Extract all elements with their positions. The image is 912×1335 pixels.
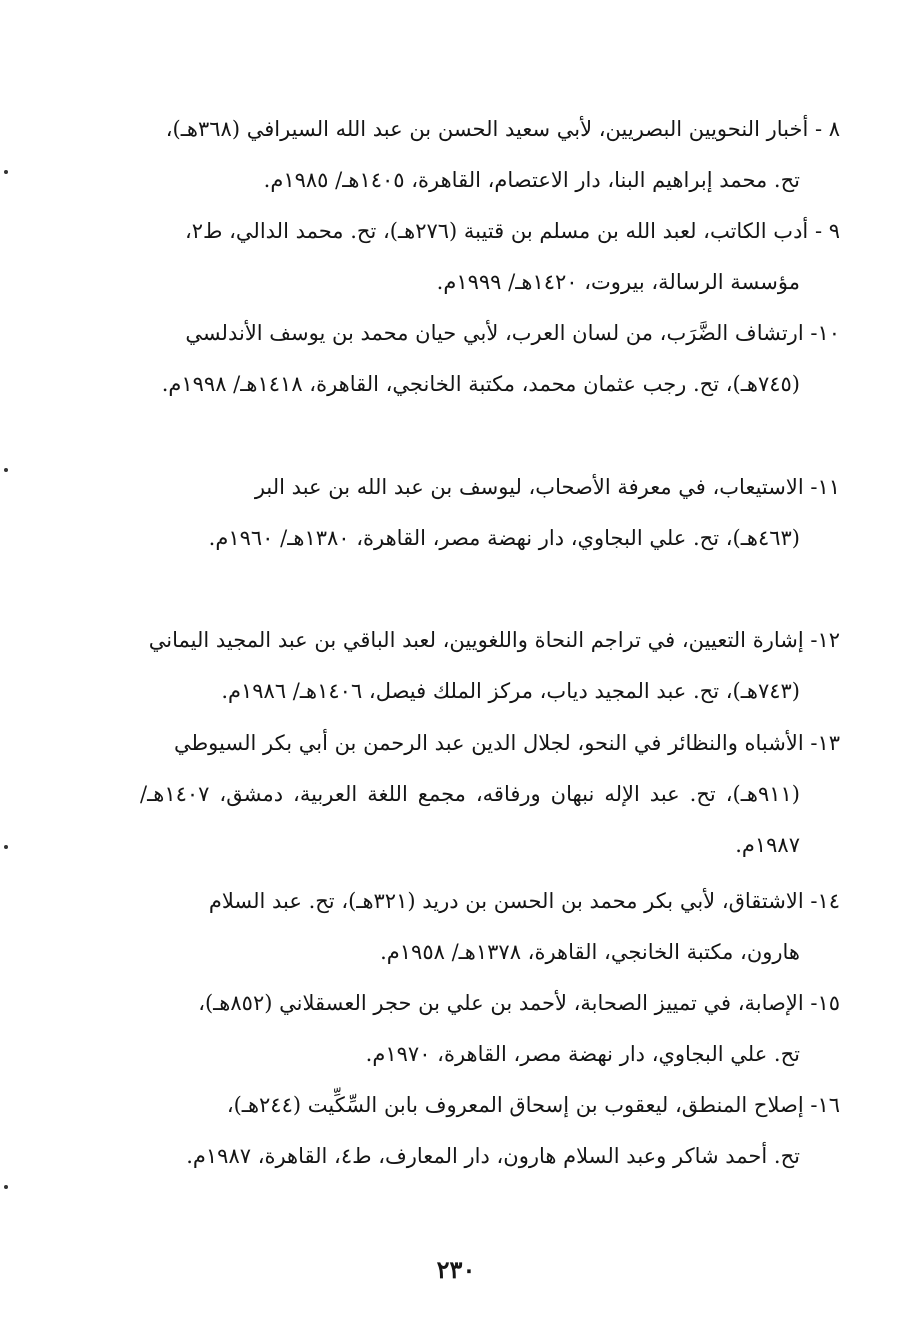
entry-first-line: ١٣- الأشباه والنظائر في النحو، لجلال الدين عبد الرحمن بن أبي بكر السيوطي xyxy=(173,731,840,755)
scan-speck xyxy=(4,845,8,849)
bibliography-entry-9 xyxy=(140,206,840,308)
bibliography-entry-10 xyxy=(140,308,840,410)
entry-continuation: (٧٤٥هـ)، تح. رجب عثمان محمد، مكتبة الخانجي، القاهرة، ١٤١٨هـ/ ١٩٩٨م. xyxy=(161,372,800,396)
scan-speck xyxy=(4,170,8,174)
bibliography-entry-15 xyxy=(140,978,840,1080)
entry-continuation: (٧٤٣هـ)، تح. عبد المجيد دياب، مركز الملك فيصل، ١٤٠٦هـ/ ١٩٨٦م. xyxy=(221,679,800,703)
entry-first-line: ١٦- إصلاح المنطق، ليعقوب بن إسحاق المعروف بابن السِّكِّيت (٢٤٤هـ)، xyxy=(226,1093,840,1117)
entry-first-line: ٩ - أدب الكاتب، لعبد الله بن مسلم بن قتيبة (٢٧٦هـ)، تح. محمد الدالي، ط٢، xyxy=(184,219,840,243)
entry-first-line: ١٤- الاشتقاق، لأبي بكر محمد بن الحسن بن دريد (٣٢١هـ)، تح. عبد السلام xyxy=(208,889,840,913)
entry-continuation: (٤٦٣هـ)، تح. علي البجاوي، دار نهضة مصر، القاهرة، ١٣٨٠هـ/ ١٩٦٠م. xyxy=(208,526,800,550)
scan-speck xyxy=(4,1185,8,1189)
entry-first-line: ١٥- الإصابة، في تمييز الصحابة، لأحمد بن علي بن حجر العسقلاني (٨٥٢هـ)، xyxy=(198,991,840,1015)
entry-first-line: ١٠- ارتشاف الضَّرَب، من لسان العرب، لأبي حيان محمد بن يوسف الأندلسي xyxy=(185,321,840,345)
bibliography-entry-13 xyxy=(140,718,840,871)
entry-continuation: تح. أحمد شاكر وعبد السلام هارون، دار المعارف، ط٤، القاهرة، ١٩٨٧م. xyxy=(186,1144,800,1168)
bibliography-entry-16 xyxy=(140,1080,840,1182)
page-number: ٢٣٠ xyxy=(436,1255,476,1284)
entry-first-line: ١١- الاستيعاب، في معرفة الأصحاب، ليوسف بن عبد الله بن عبد البر xyxy=(254,475,840,499)
bibliography-entry-11 xyxy=(140,462,840,564)
entry-first-line: ١٢- إشارة التعيين، في تراجم النحاة واللغويين، لعبد الباقي بن عبد المجيد اليماني xyxy=(148,628,840,652)
bibliography-entry-8 xyxy=(140,104,840,206)
bibliography-entry-14 xyxy=(140,876,840,978)
entry-continuation: هارون، مكتبة الخانجي، القاهرة، ١٣٧٨هـ/ ١٩٥٨م. xyxy=(380,940,800,964)
entry-continuation: تح. علي البجاوي، دار نهضة مصر، القاهرة، ١٩٧٠م. xyxy=(365,1042,800,1066)
bibliography-entry-12 xyxy=(140,615,840,717)
entry-first-line: ٨ - أخبار النحويين البصريين، لأبي سعيد الحسن بن عبد الله السيرافي (٣٦٨هـ)، xyxy=(165,117,840,141)
entry-continuation: (٩١١هـ)، تح. عبد الإله نبهان ورفاقه، مجمع اللغة العربية، دمشق، ١٤٠٧هـ/ ١٩٨٧م. xyxy=(140,782,800,857)
scan-speck xyxy=(4,468,8,472)
entry-continuation: تح. محمد إبراهيم البنا، دار الاعتصام، القاهرة، ١٤٠٥هـ/ ١٩٨٥م. xyxy=(263,168,800,192)
entry-continuation: مؤسسة الرسالة، بيروت، ١٤٢٠هـ/ ١٩٩٩م. xyxy=(436,270,800,294)
